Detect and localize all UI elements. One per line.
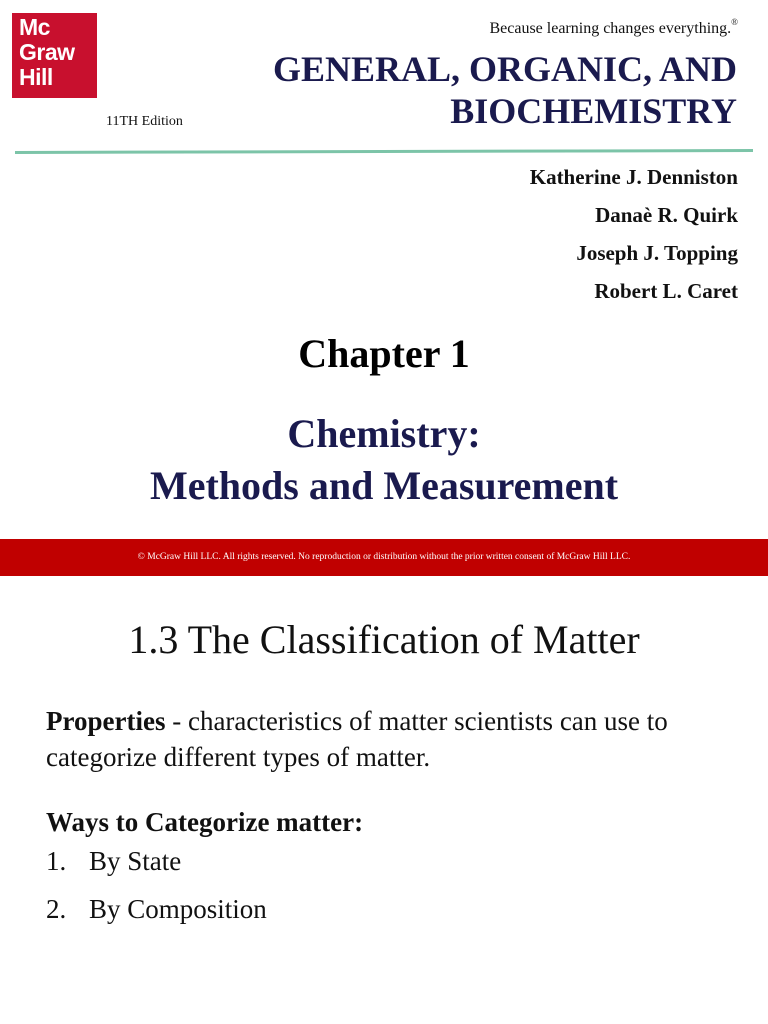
author-list — [530, 164, 738, 316]
author-name: Joseph J. Topping — [576, 241, 738, 265]
chapter-title — [0, 408, 768, 512]
ways-list — [46, 843, 267, 939]
logo-line: Hill — [19, 64, 53, 90]
book-title — [177, 48, 737, 132]
chapter-title-line: Chemistry: — [287, 411, 481, 456]
mcgraw-hill-logo — [12, 13, 97, 98]
tagline-text: Because learning changes everything. — [489, 20, 732, 37]
book-title-line: GENERAL, ORGANIC, AND — [272, 49, 737, 89]
divider-rule — [15, 149, 753, 154]
registered-mark: ® — [731, 17, 738, 27]
list-label: By State — [89, 846, 182, 876]
copyright-band — [0, 539, 768, 576]
list-item — [46, 843, 267, 891]
list-item — [46, 891, 267, 939]
list-number: 1. — [46, 846, 67, 876]
properties-definition: - characteristics of matter scientists can use to categorize different types of matter. — [46, 706, 668, 772]
author-name: Danaè R. Quirk — [595, 203, 738, 227]
chapter-label: Chapter 1 — [298, 331, 470, 376]
list-label: By Composition — [89, 894, 267, 924]
ways-heading: Ways to Categorize matter: — [46, 807, 364, 837]
section-title: 1.3 The Classification of Matter — [128, 617, 640, 662]
book-title-line: BIOCHEMISTRY — [450, 91, 737, 131]
author-name: Katherine J. Denniston — [529, 165, 738, 189]
copyright-text: © McGraw Hill LLC. All rights reserved. No reproduction or distribution without the prior written consent of McGraw Hill LLC. — [137, 552, 631, 562]
properties-paragraph — [46, 703, 736, 775]
properties-term: Properties — [46, 706, 166, 736]
edition-label: 11TH Edition — [106, 114, 183, 129]
logo-line: Mc — [19, 14, 50, 40]
chapter-title-line: Methods and Measurement — [149, 463, 619, 508]
author-name: Robert L. Caret — [594, 279, 738, 303]
tagline — [489, 17, 738, 38]
logo-line: Graw — [19, 39, 75, 65]
list-number: 2. — [46, 894, 67, 924]
